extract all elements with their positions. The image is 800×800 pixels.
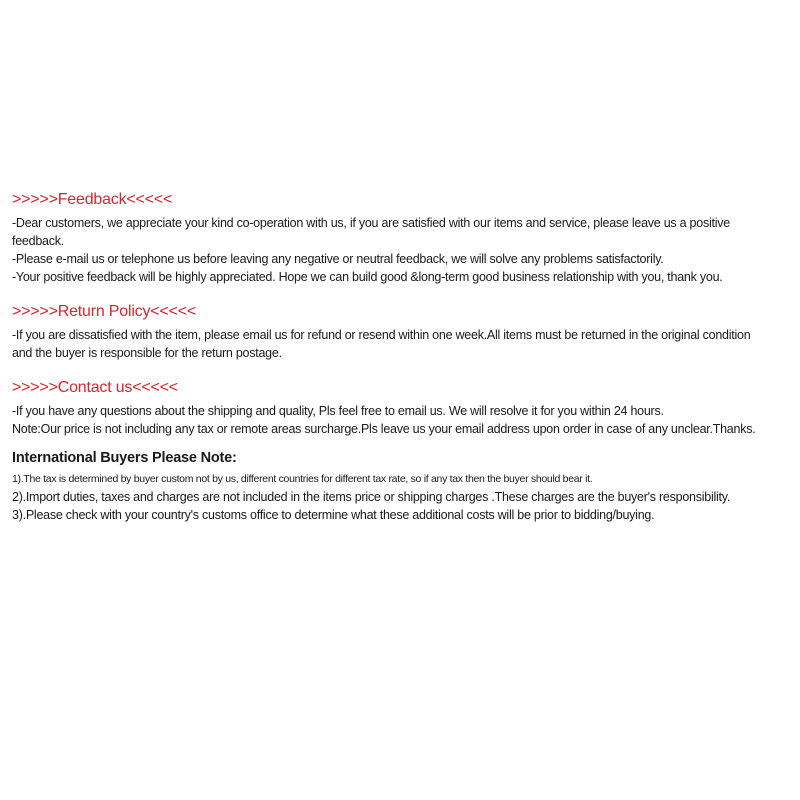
return-policy-line: and the buyer is responsible for the return postage. [12, 346, 282, 360]
contact-heading: >>>>>Contact us<<<<< [12, 379, 178, 396]
international-buyers-title: International Buyers Please Note: [12, 450, 237, 466]
policy-content [12, 190, 792, 534]
feedback-line: -Please e-mail us or telephone us before leaving any negative or neutral feedback, we will solve any problems satisfactorily. [12, 252, 664, 266]
contact-section [12, 378, 792, 438]
international-note-line: 2).Import duties, taxes and charges are not included in the items price or shipping charges .These charges are the buyer's responsibility. [12, 490, 731, 504]
international-buyers-section [12, 448, 792, 524]
return-policy-section [12, 302, 792, 362]
feedback-line: feedback. [12, 234, 64, 248]
feedback-line: -Dear customers, we appreciate your kind co-operation with us, if you are satisfied with our items and service, please leave us a positive [12, 216, 730, 230]
contact-line: Note:Our price is not including any tax or remote areas surcharge.Pls leave us your email address upon order in case of any unclear.Thanks. [12, 422, 756, 436]
feedback-heading: >>>>>Feedback<<<<< [12, 191, 173, 208]
return-policy-line: -If you are dissatisfied with the item, please email us for refund or resend within one week.All items must be returned in the original condition [12, 328, 751, 342]
feedback-line: -Your positive feedback will be highly appreciated. Hope we can build good &long-term good business relationship with you, thank you. [12, 270, 723, 284]
international-note-line: 1).The tax is determined by buyer custom not by us, different countries for different tax rate, so if any tax then the buyer should bear it. [12, 473, 593, 485]
international-note-line: 3).Please check with your country's customs office to determine what these additional costs will be prior to bidding/buying. [12, 508, 655, 522]
return-policy-heading: >>>>>Return Policy<<<<< [12, 303, 196, 320]
feedback-section [12, 190, 792, 286]
contact-line: -If you have any questions about the shipping and quality, Pls feel free to email us. We will resolve it for you within 24 hours. [12, 404, 664, 418]
